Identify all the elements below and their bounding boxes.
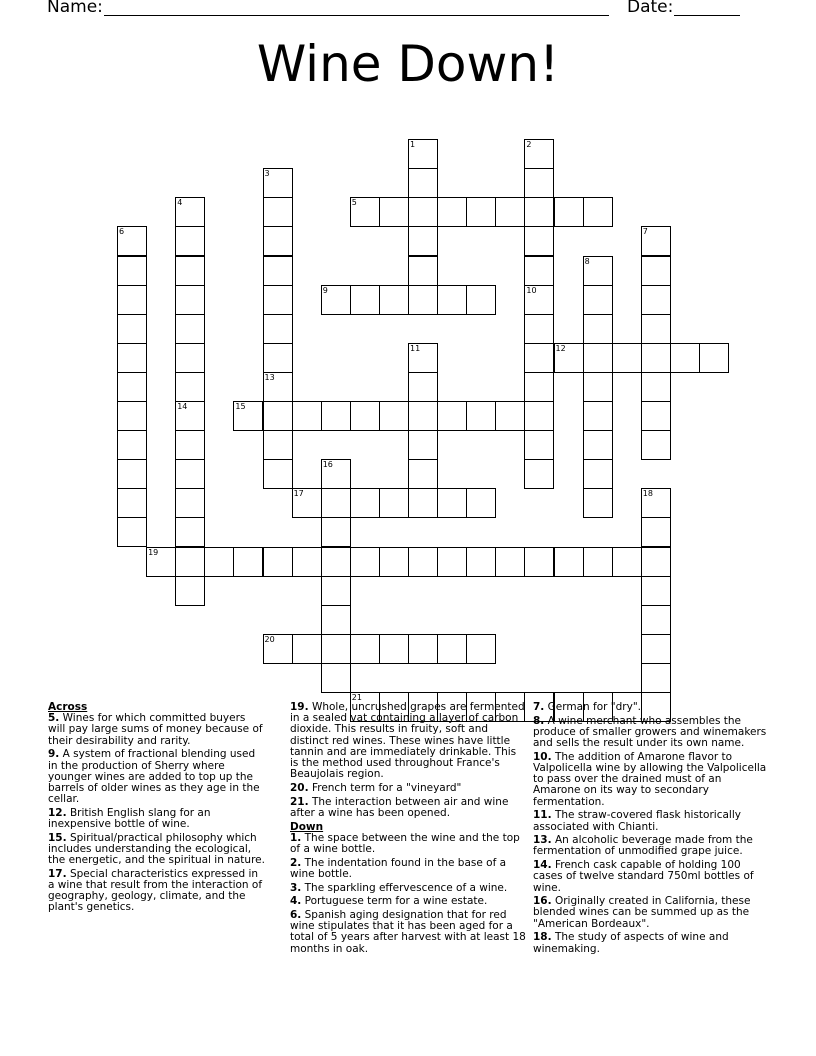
crossword-cell[interactable] [263, 430, 293, 460]
crossword-cell[interactable] [350, 285, 380, 315]
clue-number-label: 20 [264, 634, 275, 644]
crossword-cell[interactable] [204, 547, 234, 577]
crossword-cell[interactable] [117, 401, 147, 431]
crossword-cell[interactable] [583, 488, 613, 518]
crossword-cell[interactable] [117, 343, 147, 373]
crossword-cell[interactable] [641, 634, 671, 664]
crossword-cell[interactable] [175, 343, 205, 373]
crossword-cell[interactable] [175, 459, 205, 489]
clue-text: Portuguese term for a wine estate. [304, 895, 488, 908]
clue-down-16 [533, 896, 769, 930]
crossword-cell[interactable] [437, 197, 467, 227]
crossword-cell[interactable] [641, 576, 671, 606]
crossword-cell[interactable] [379, 197, 409, 227]
clue-number: 16. [533, 895, 552, 908]
crossword-cell[interactable] [263, 314, 293, 344]
crossword-cell[interactable] [233, 547, 263, 577]
clue-number-label: 3 [264, 169, 270, 179]
clue-number: 5. [48, 712, 60, 725]
crossword-cell[interactable] [583, 401, 613, 431]
page-title: Wine Down! [256, 35, 560, 93]
clue-text: An alcoholic beverage made from the fermentation of unmodified grape juice. [533, 834, 753, 858]
clue-text: German for "dry". [547, 701, 641, 713]
crossword-cell[interactable] [641, 256, 671, 286]
crossword-cell[interactable] [641, 663, 671, 693]
crossword-cell[interactable] [263, 197, 293, 227]
crossword-cell[interactable] [583, 430, 613, 460]
clue-number-label: 19 [148, 547, 159, 557]
crossword-cell[interactable] [117, 285, 147, 315]
crossword-cell[interactable] [321, 401, 351, 431]
clue-text: Spanish aging designation that for red wine stipulates that it has been aged for a total of 5 years after harvest with at least 18 months in oak. [290, 908, 526, 955]
crossword-cell[interactable] [408, 168, 438, 198]
crossword-cell[interactable] [524, 547, 554, 577]
crossword-cell[interactable] [175, 488, 205, 518]
clue-across-9 [48, 749, 266, 805]
clue-number-label: 15 [235, 402, 246, 411]
crossword-cell[interactable] [175, 547, 205, 577]
crossword-cell[interactable] [350, 547, 380, 577]
crossword-cell[interactable] [263, 343, 293, 373]
clue-number: 9. [48, 748, 60, 761]
crossword-cell[interactable] [408, 226, 438, 256]
clue-down-1 [290, 833, 526, 855]
crossword-cell[interactable] [466, 488, 496, 518]
crossword-cell[interactable] [117, 256, 147, 286]
crossword-cell[interactable] [641, 517, 671, 547]
crossword-cell[interactable] [641, 430, 671, 460]
clue-column-1 [48, 702, 266, 916]
crossword-cell[interactable] [408, 372, 438, 402]
clue-across-12 [48, 808, 266, 830]
clue-text: Spiritual/practical philosophy which includes understanding the ecological, the energetic, and the spiritual in nature. [48, 831, 265, 867]
clue-text: Wines for which committed buyers will pay large sums of money because of their desirability and rarity. [48, 712, 263, 747]
clue-number: 18. [533, 931, 552, 944]
clue-number: 2. [290, 856, 302, 869]
crossword-cell[interactable] [408, 285, 438, 315]
crossword-cell[interactable] [175, 285, 205, 315]
clue-number: 4. [290, 895, 302, 908]
clue-number: 8. [533, 714, 545, 727]
crossword-cell[interactable] [408, 401, 438, 431]
crossword-cell[interactable] [524, 314, 554, 344]
clue-text: The straw-covered flask historically associated with Chianti. [533, 809, 741, 833]
crossword-cell[interactable] [583, 197, 613, 227]
crossword-cell[interactable] [321, 517, 351, 547]
clue-down-10 [533, 752, 769, 808]
crossword-cell[interactable] [524, 343, 554, 373]
crossword-cell[interactable] [524, 226, 554, 256]
clue-number: 11. [533, 809, 552, 822]
crossword-cell[interactable] [175, 226, 205, 256]
name-label: Name: [47, 0, 103, 17]
clue-down-13 [533, 835, 769, 857]
clue-number-label: 17 [293, 489, 304, 499]
clue-number-label: 14 [177, 402, 188, 411]
crossword-cell[interactable] [641, 605, 671, 635]
crossword-cell[interactable] [466, 401, 496, 431]
clue-down-4 [290, 896, 526, 907]
crossword-cell[interactable] [583, 459, 613, 489]
clue-number-label: 6 [119, 227, 125, 237]
crossword-cell[interactable] [495, 547, 525, 577]
crossword-cell[interactable] [263, 459, 293, 489]
clue-number: 3. [290, 881, 302, 894]
crossword-cell[interactable] [437, 547, 467, 577]
across-heading: Across [48, 701, 88, 713]
clue-number-label: 8 [584, 256, 590, 266]
clue-number: 14. [533, 859, 552, 872]
clue-text: The sparkling effervescence of a wine. [304, 881, 508, 894]
clue-number-label: 12 [555, 343, 566, 353]
clue-down-18 [533, 932, 769, 954]
crossword-cell[interactable] [466, 547, 496, 577]
clue-number-label: 11 [410, 343, 421, 353]
crossword-cell[interactable] [466, 285, 496, 315]
clue-column-3 [533, 702, 769, 957]
crossword-cell[interactable] [524, 459, 554, 489]
crossword-cell[interactable] [175, 256, 205, 286]
crossword-cell[interactable] [175, 576, 205, 606]
crossword-cell[interactable] [117, 517, 147, 547]
clue-text: The interaction between air and wine after a wine has been opened. [290, 795, 509, 819]
crossword-cell[interactable] [408, 547, 438, 577]
crossword-cell[interactable] [350, 634, 380, 664]
crossword-cell[interactable] [117, 459, 147, 489]
clue-text: French cask capable of holding 100 cases of twelve standard 750ml bottles of wine. [533, 859, 754, 894]
clue-text: Special characteristics expressed in a wine that result from the interaction of geography, geology, climate, and the plant's genetics. [48, 867, 263, 914]
crossword-cell[interactable] [495, 401, 525, 431]
crossword-cell[interactable] [117, 314, 147, 344]
crossword-cell[interactable] [524, 197, 554, 227]
crossword-cell[interactable] [379, 401, 409, 431]
clue-number: 17. [48, 867, 67, 880]
crossword-cell[interactable] [408, 430, 438, 460]
clue-across-20 [290, 783, 526, 794]
crossword-cell[interactable] [263, 256, 293, 286]
crossword-cell[interactable] [554, 197, 584, 227]
clue-number-label: 13 [264, 372, 275, 382]
clue-number: 6. [290, 908, 302, 921]
crossword-cell[interactable] [408, 459, 438, 489]
crossword-cell[interactable] [524, 401, 554, 431]
crossword-cell[interactable] [379, 285, 409, 315]
crossword-cell[interactable] [408, 197, 438, 227]
clue-down-2 [290, 858, 526, 880]
crossword-cell[interactable] [641, 314, 671, 344]
crossword-cell[interactable] [321, 576, 351, 606]
clue-number-label: 1 [410, 140, 416, 150]
clue-down-11 [533, 810, 769, 832]
crossword-cell[interactable] [699, 343, 729, 373]
clue-text: French term for a "vineyard" [311, 781, 462, 794]
clue-down-7 [533, 702, 769, 713]
crossword-cell[interactable] [583, 343, 613, 373]
clue-down-14 [533, 860, 769, 894]
crossword-cell[interactable] [524, 430, 554, 460]
clue-text: British English slang for an inexpensive bottle of wine. [48, 806, 211, 831]
clue-column-2 [290, 702, 526, 957]
crossword-cell[interactable] [583, 547, 613, 577]
clue-down-6 [290, 910, 526, 955]
crossword-cell[interactable] [263, 285, 293, 315]
clue-across-15 [48, 833, 266, 867]
crossword-cell[interactable] [350, 401, 380, 431]
clue-text: The study of aspects of wine and winemaking. [533, 931, 729, 955]
crossword-cell[interactable] [321, 663, 351, 693]
crossword-cell[interactable] [583, 314, 613, 344]
clue-number-label: 21 [351, 693, 362, 702]
crossword-cell[interactable] [321, 547, 351, 577]
crossword-cell[interactable] [524, 168, 554, 198]
crossword-cell[interactable] [117, 488, 147, 518]
crossword-cell[interactable] [292, 547, 322, 577]
clue-across-17 [48, 869, 266, 914]
crossword-cell[interactable] [350, 488, 380, 518]
crossword-cell[interactable] [408, 634, 438, 664]
clue-number: 20. [290, 781, 309, 794]
clue-text: A system of fractional blending used in the production of Sherry where younger wines are added to top up the barrels of older wines as they age in the cellar. [48, 748, 260, 806]
clue-across-5 [48, 713, 266, 747]
crossword-cell[interactable] [263, 226, 293, 256]
crossword-cell[interactable] [175, 314, 205, 344]
clue-text: Originally created in California, these blended wines can be summed up as the "American Bordeaux". [533, 895, 751, 930]
crossword-cell[interactable] [321, 634, 351, 664]
crossword-cell[interactable] [437, 634, 467, 664]
clue-number-label: 4 [177, 198, 183, 208]
clue-number: 12. [48, 806, 67, 819]
crossword-cell[interactable] [583, 285, 613, 315]
clue-down-3 [290, 883, 526, 894]
crossword-cell[interactable] [641, 285, 671, 315]
clue-number-label: 9 [322, 285, 328, 295]
clue-across-19 [290, 702, 526, 780]
crossword-cell[interactable] [408, 488, 438, 518]
clue-number-label: 7 [642, 227, 648, 237]
crossword-cell[interactable] [379, 634, 409, 664]
crossword-cell[interactable] [466, 634, 496, 664]
crossword-cell[interactable] [379, 547, 409, 577]
crossword-cell[interactable] [175, 372, 205, 402]
clue-number-label: 2 [526, 140, 532, 150]
date-label: Date: [627, 0, 674, 17]
clue-number: 15. [48, 831, 67, 844]
clue-number-label: 16 [322, 460, 333, 470]
clue-number-label: 18 [642, 489, 653, 499]
crossword-cell[interactable] [379, 488, 409, 518]
crossword-cell[interactable] [263, 547, 293, 577]
crossword-cell[interactable] [321, 605, 351, 635]
down-heading: Down [290, 820, 324, 833]
clue-number: 7. [533, 701, 545, 713]
crossword-cell[interactable] [175, 517, 205, 547]
clue-text: The addition of Amarone flavor to Valpolicella wine by allowing the Valpolicella to pass over the drained must of an Amarone on its way to secondary fermentation. [533, 750, 767, 808]
crossword-cell[interactable] [583, 372, 613, 402]
clue-number: 1. [290, 831, 302, 844]
clue-text: The space between the wine and the top of a wine bottle. [290, 831, 520, 855]
crossword-cell[interactable] [437, 488, 467, 518]
clue-number: 10. [533, 750, 552, 763]
clue-number-label: 10 [526, 285, 537, 295]
crossword-cell[interactable] [641, 372, 671, 402]
crossword-cell[interactable] [554, 547, 584, 577]
crossword-cell[interactable] [175, 430, 205, 460]
crossword-cell[interactable] [466, 197, 496, 227]
crossword-cell[interactable] [117, 430, 147, 460]
crossword-cell[interactable] [437, 285, 467, 315]
crossword-cell[interactable] [670, 343, 700, 373]
clue-number: 19. [290, 701, 309, 713]
clue-text: A wine merchant who assembles the produce of smaller growers and winemakers and sells the result under its own name. [533, 714, 767, 750]
crossword-cell[interactable] [437, 401, 467, 431]
clue-number: 13. [533, 834, 552, 847]
crossword-cell[interactable] [641, 343, 671, 373]
crossword-cell[interactable] [612, 547, 642, 577]
clue-text: The indentation found in the base of a wine bottle. [290, 856, 507, 880]
clue-across-21 [290, 797, 526, 819]
crossword-cell[interactable] [495, 197, 525, 227]
crossword-cell[interactable] [524, 256, 554, 286]
crossword-cell[interactable] [117, 372, 147, 402]
crossword-cell[interactable] [612, 343, 642, 373]
clue-number-label: 5 [351, 198, 357, 208]
clue-down-8 [533, 716, 769, 750]
crossword-cell[interactable] [292, 634, 322, 664]
crossword-cell[interactable] [524, 372, 554, 402]
crossword-cell[interactable] [641, 547, 671, 577]
crossword-cell[interactable] [641, 401, 671, 431]
crossword-cell[interactable] [263, 401, 293, 431]
crossword-cell[interactable] [408, 256, 438, 286]
clue-number: 21. [290, 795, 309, 808]
crossword-cell[interactable] [292, 401, 322, 431]
crossword-cell[interactable] [321, 488, 351, 518]
clue-text: Whole, uncrushed grapes are fermented in a sealed vat containing a layer of carbon dioxide. This results in fruity, soft and distinct red wines. These wines have little tannin and are immediately drinkable. This is the method used throughout France's Beaujolais region. [290, 701, 525, 781]
